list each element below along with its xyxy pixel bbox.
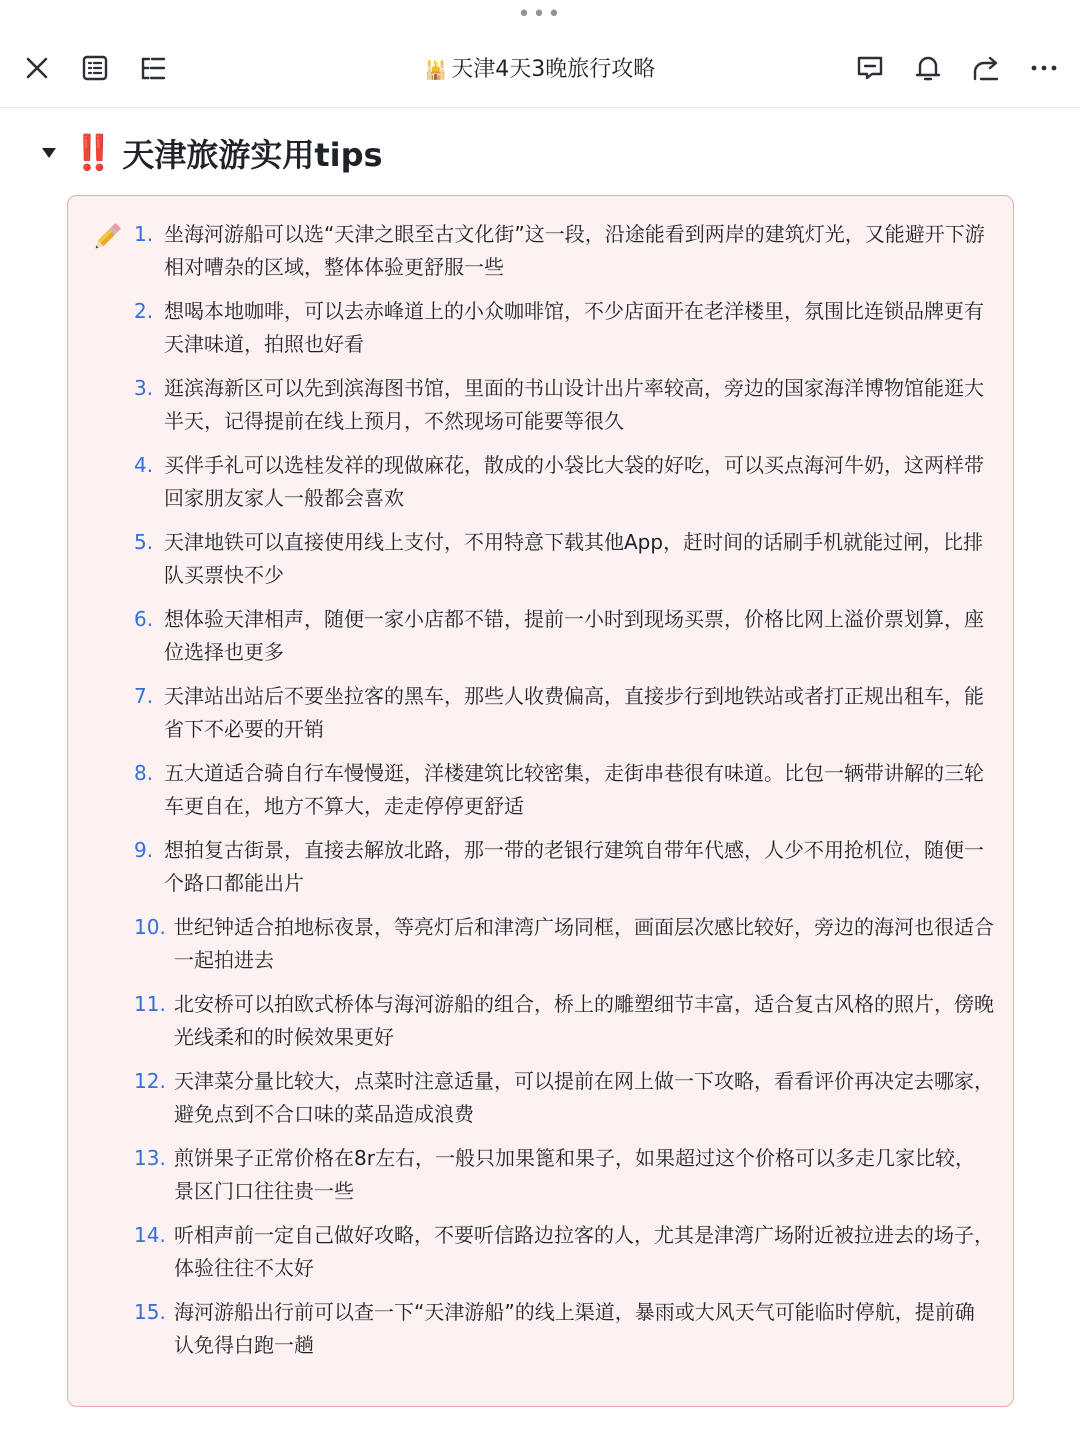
list-item-number: 9. bbox=[134, 838, 154, 862]
list-item bbox=[134, 834, 994, 900]
list-item-number: 7. bbox=[134, 684, 154, 708]
list-item bbox=[134, 988, 994, 1054]
more-icon[interactable] bbox=[1026, 50, 1062, 86]
list-item-number: 2. bbox=[134, 299, 154, 323]
list-item-text: 买伴手礼可以选桂发祥的现做麻花，散成的小袋比大袋的好吃，可以买点海河牛奶，这两样带回家朋友家人一般都会喜欢 bbox=[164, 453, 984, 510]
list-item-text: 逛滨海新区可以先到滨海图书馆，里面的书山设计出片率较高，旁边的国家海洋博物馆能逛大半天，记得提前在线上预月，不然现场可能要等很久 bbox=[164, 376, 984, 433]
tips-list bbox=[134, 218, 994, 1373]
list-item-text: 天津站出站后不要坐拉客的黑车，那些人收费偏高，直接步行到地铁站或者打正规出租车，能省下不必要的开销 bbox=[164, 684, 984, 741]
list-item bbox=[134, 372, 994, 438]
share-icon[interactable] bbox=[968, 50, 1004, 86]
comment-icon[interactable] bbox=[852, 50, 888, 86]
section-title: 天津旅游实用tips bbox=[122, 136, 383, 174]
list-item-text: 五大道适合骑自行车慢慢逛，洋楼建筑比较密集，走街串巷很有味道。比包一辆带讲解的三轮车更自在，地方不算大，走走停停更舒适 bbox=[164, 761, 984, 818]
list-item-number: 14. bbox=[134, 1223, 166, 1247]
list-item bbox=[134, 295, 994, 361]
list-item bbox=[134, 1142, 994, 1208]
document-title[interactable] bbox=[300, 50, 780, 90]
collapse-caret-icon[interactable] bbox=[42, 148, 56, 158]
list-item-number: 5. bbox=[134, 530, 154, 554]
list-item bbox=[134, 1219, 994, 1285]
list-item-text: 天津菜分量比较大，点菜时注意适量，可以提前在网上做一下攻略，看看评价再决定去哪家，避免点到不合口味的菜品造成浪费 bbox=[174, 1069, 994, 1126]
list-item-number: 10. bbox=[134, 915, 166, 939]
list-item-number: 11. bbox=[134, 992, 166, 1016]
list-item bbox=[134, 680, 994, 746]
list-item-number: 6. bbox=[134, 607, 154, 631]
list-item bbox=[134, 218, 994, 284]
list-item-text: 听相声前一定自己做好攻略，不要听信路边拉客的人，尤其是津湾广场附近被拉进去的场子，体验往往不太好 bbox=[174, 1223, 994, 1280]
close-icon[interactable] bbox=[19, 50, 55, 86]
tips-callout bbox=[67, 195, 1014, 1407]
list-item-number: 8. bbox=[134, 761, 154, 785]
list-item bbox=[134, 911, 994, 977]
list-item-text: 想喝本地咖啡，可以去赤峰道上的小众咖啡馆，不少店面开在老洋楼里，氛围比连锁品牌更有天津味道，拍照也好看 bbox=[164, 299, 984, 356]
list-item bbox=[134, 757, 994, 823]
list-item-text: 天津地铁可以直接使用线上支付，不用特意下载其他App，赶时间的话刷手机就能过闸，比排队买票快不少 bbox=[164, 530, 984, 587]
list-item-number: 15. bbox=[134, 1300, 166, 1324]
pencil-icon bbox=[90, 220, 124, 254]
list-item bbox=[134, 1065, 994, 1131]
list-item-text: 坐海河游船可以选“天津之眼至古文化街”这一段，沿途能看到两岸的建筑灯光，又能避开下游相对嘈杂的区域，整体体验更舒服一些 bbox=[164, 222, 985, 279]
top-toolbar bbox=[0, 30, 1080, 108]
drag-handle[interactable]: ••• bbox=[517, 2, 563, 27]
list-item bbox=[134, 1296, 994, 1362]
list-item bbox=[134, 449, 994, 515]
list-item-text: 想拍复古街景，直接去解放北路，那一带的老银行建筑自带年代感，人少不用抢机位，随便一个路口都能出片 bbox=[164, 838, 984, 895]
list-item-number: 4. bbox=[134, 453, 154, 477]
double-exclamation-icon: ‼️ bbox=[72, 133, 109, 173]
document-icon[interactable] bbox=[77, 50, 113, 86]
title-text: 天津4天3晚旅行攻略 bbox=[451, 57, 656, 82]
list-item bbox=[134, 603, 994, 669]
list-item-text: 煎饼果子正常价格在8r左右，一般只加果篦和果子，如果超过这个价格可以多走几家比较，景区门口往往贵一些 bbox=[174, 1146, 975, 1203]
outline-icon[interactable] bbox=[135, 50, 171, 86]
section-heading bbox=[42, 128, 383, 178]
list-item-number: 3. bbox=[134, 376, 154, 400]
list-item-number: 13. bbox=[134, 1146, 166, 1170]
list-item-text: 北安桥可以拍欧式桥体与海河游船的组合，桥上的雕塑细节丰富，适合复古风格的照片，傍晚光线柔和的时候效果更好 bbox=[174, 992, 994, 1049]
list-item-number: 1. bbox=[134, 222, 154, 246]
list-item-text: 海河游船出行前可以查一下“天津游船”的线上渠道，暴雨或大风天气可能临时停航，提前确认免得白跑一趟 bbox=[174, 1300, 975, 1357]
list-item-text: 世纪钟适合拍地标夜景，等亮灯后和津湾广场同框，画面层次感比较好，旁边的海河也很适合一起拍进去 bbox=[174, 915, 994, 972]
list-item-number: 12. bbox=[134, 1069, 166, 1093]
bell-icon[interactable] bbox=[910, 50, 946, 86]
list-item bbox=[134, 526, 994, 592]
list-item-text: 想体验天津相声，随便一家小店都不错，提前一小时到现场买票，价格比网上溢价票划算，座位选择也更多 bbox=[164, 607, 984, 664]
title-emoji: 🕌 bbox=[424, 60, 448, 81]
